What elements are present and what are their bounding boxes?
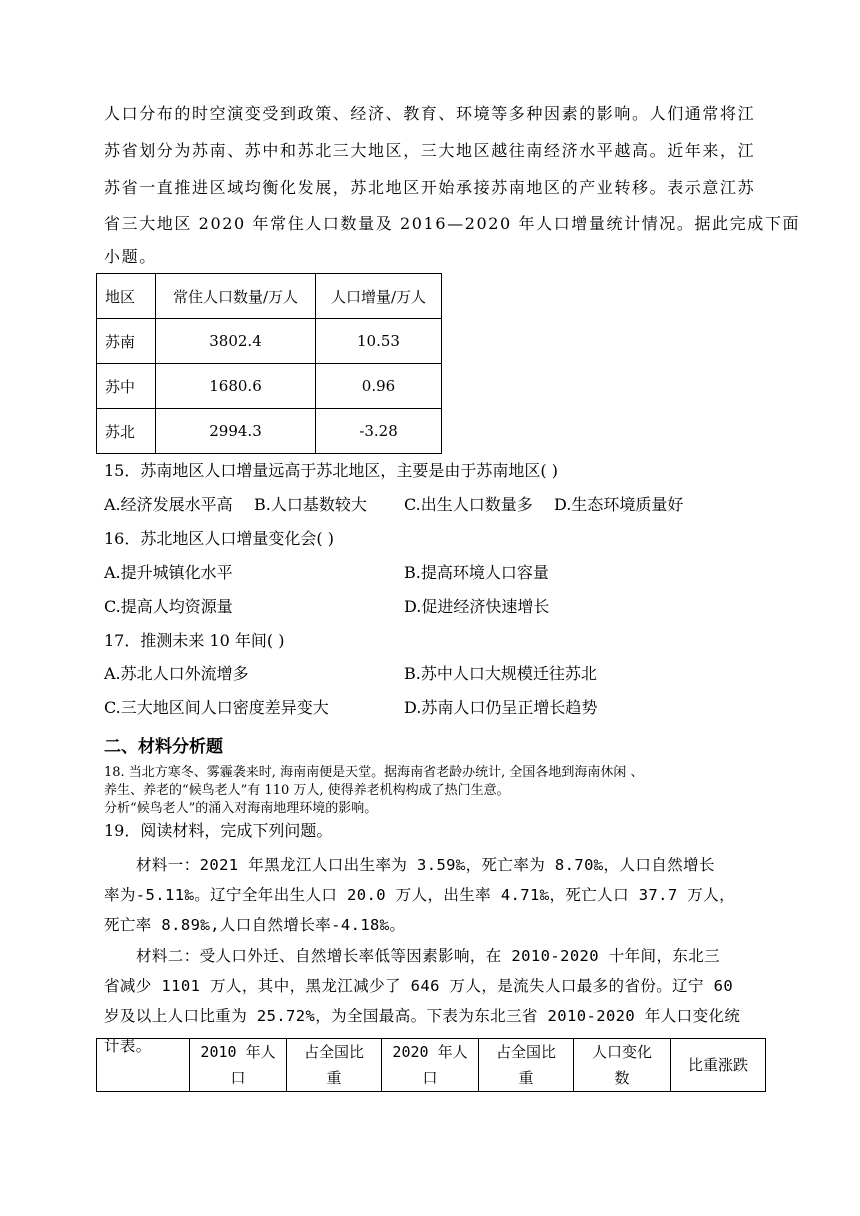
header-text: 2020 年人 bbox=[392, 1043, 468, 1061]
header-text: 口 bbox=[422, 1069, 438, 1087]
question-19-stem: 19．阅读材料，完成下列问题。 bbox=[104, 821, 333, 840]
header-text: 人口变化 bbox=[591, 1043, 652, 1061]
table-header-cell: 人口增量/万人 bbox=[316, 274, 442, 319]
table-row bbox=[97, 319, 442, 364]
material-two-line: 岁及以上人口比重为 25.72%，为全国最高。下表为东北三省 2010-2020 年人口变化统 bbox=[104, 1007, 741, 1025]
question-16-option-c[interactable]: C.提高人均资源量 bbox=[104, 597, 233, 616]
table-cell: -3.28 bbox=[316, 409, 442, 454]
intro-line: 人口分布的时空演变受到政策、经济、教育、环境等多种因素的影响。人们通常将江 bbox=[104, 104, 756, 123]
table-header-cell bbox=[574, 1039, 671, 1092]
question-16-stem: 16．苏北地区人口增量变化会( ) bbox=[104, 529, 334, 548]
question-16-option-d[interactable]: D.促进经济快速增长 bbox=[404, 597, 550, 616]
material-two-line-hidden: 计表。 bbox=[104, 1037, 152, 1055]
header-text: 2010 年人 bbox=[200, 1043, 276, 1061]
table-header-cell bbox=[287, 1039, 382, 1092]
intro-line: 苏省划分为苏南、苏中和苏北三大地区，三大地区越往南经济水平越高。近年来，江 bbox=[104, 141, 756, 160]
question-17-stem: 17．推测未来 10 年间( ) bbox=[104, 631, 285, 650]
question-16-option-a[interactable]: A.提升城镇化水平 bbox=[104, 563, 233, 582]
table-cell: 苏中 bbox=[97, 364, 156, 409]
question-17-option-a[interactable]: A.苏北人口外流增多 bbox=[104, 664, 249, 683]
question-18-line: 18. 当北方寒冬、雾霾袭来时, 海南南便是天堂。据海南省老龄办统计, 全国各地到海南休闲 、 bbox=[104, 765, 644, 780]
question-17-option-d[interactable]: D.苏南人口仍呈正增长趋势 bbox=[404, 698, 598, 717]
material-one-line: 率为-5.11‰。辽宁全年出生人口 20.0 万人，出生率 4.71‰，死亡人口 37.7 万人， bbox=[104, 886, 736, 904]
material-one-line: 材料一：2021 年黑龙江人口出生率为 3.59‰，死亡率为 8.70‰，人口自然增长 bbox=[136, 856, 715, 874]
table-row bbox=[97, 364, 442, 409]
table-cell: 苏北 bbox=[97, 409, 156, 454]
question-17-option-c[interactable]: C.三大地区间人口密度差异变大 bbox=[104, 698, 329, 717]
intro-line: 苏省一直推进区域均衡化发展，苏北地区开始承接苏南地区的产业转移。表示意江苏 bbox=[104, 178, 756, 197]
question-15-stem: 15．苏南地区人口增量远高于苏北地区，主要是由于苏南地区( ) bbox=[104, 461, 558, 480]
table-row bbox=[97, 409, 442, 454]
header-text: 口 bbox=[230, 1069, 246, 1087]
table-header-row bbox=[97, 1039, 766, 1092]
table-header-cell: 常住人口数量/万人 bbox=[156, 274, 316, 319]
material-two-line: 材料二：受人口外迁、自然增长率低等因素影响，在 2010-2020 十年间，东北三 bbox=[136, 947, 721, 965]
table-cell: 3802.4 bbox=[156, 319, 316, 364]
table-header-cell bbox=[97, 1039, 190, 1092]
northeast-population-table bbox=[96, 1038, 766, 1092]
question-18-prompt: 分析“候鸟老人”的涌入对海南地理环境的影响。 bbox=[104, 801, 378, 816]
question-17-option-b[interactable]: B.苏中人口大规模迁往苏北 bbox=[404, 664, 597, 683]
header-text: 重 bbox=[326, 1069, 342, 1087]
table-header-row bbox=[97, 274, 442, 319]
intro-line: 小题。 bbox=[104, 247, 157, 266]
table-cell: 苏南 bbox=[97, 319, 156, 364]
question-15-option-c[interactable]: C.出生人口数量多 bbox=[404, 495, 533, 514]
table-header-cell: 地区 bbox=[97, 274, 156, 319]
table-header-cell bbox=[671, 1039, 766, 1092]
question-15-option-b[interactable]: B.人口基数较大 bbox=[254, 495, 367, 514]
header-text: 重 bbox=[518, 1069, 534, 1087]
table-cell: 2994.3 bbox=[156, 409, 316, 454]
section-heading: 二、材料分析题 bbox=[104, 737, 223, 757]
header-text: 比重涨跌 bbox=[687, 1056, 748, 1074]
table-cell: 0.96 bbox=[316, 364, 442, 409]
material-one-line: 死亡率 8.89‰,人口自然增长率-4.18‰。 bbox=[104, 916, 406, 934]
population-table bbox=[96, 273, 442, 454]
table-header-cell bbox=[382, 1039, 479, 1092]
header-text: 占全国比 bbox=[495, 1043, 556, 1061]
material-two-line: 省减少 1101 万人，其中，黑龙江减少了 646 万人，是流失人口最多的省份。辽宁 60 bbox=[104, 977, 734, 995]
table-header-cell bbox=[190, 1039, 287, 1092]
intro-line: 省三大地区 2020 年常住人口数量及 2016—2020 年人口增量统计情况。据此完成下面 bbox=[104, 214, 801, 233]
question-15-option-a[interactable]: A.经济发展水平高 bbox=[104, 495, 233, 514]
table-cell: 1680.6 bbox=[156, 364, 316, 409]
question-16-option-b[interactable]: B.提高环境人口容量 bbox=[404, 563, 549, 582]
table-cell: 10.53 bbox=[316, 319, 442, 364]
question-18-line: 养生、养老的“候鸟老人”有 110 万人, 使得养老机构构成了热门生意。 bbox=[104, 783, 510, 798]
header-text: 占全国比 bbox=[303, 1043, 364, 1061]
header-text: 数 bbox=[614, 1069, 630, 1087]
question-15-option-d[interactable]: D.生态环境质量好 bbox=[554, 495, 684, 514]
table-header-cell bbox=[479, 1039, 574, 1092]
